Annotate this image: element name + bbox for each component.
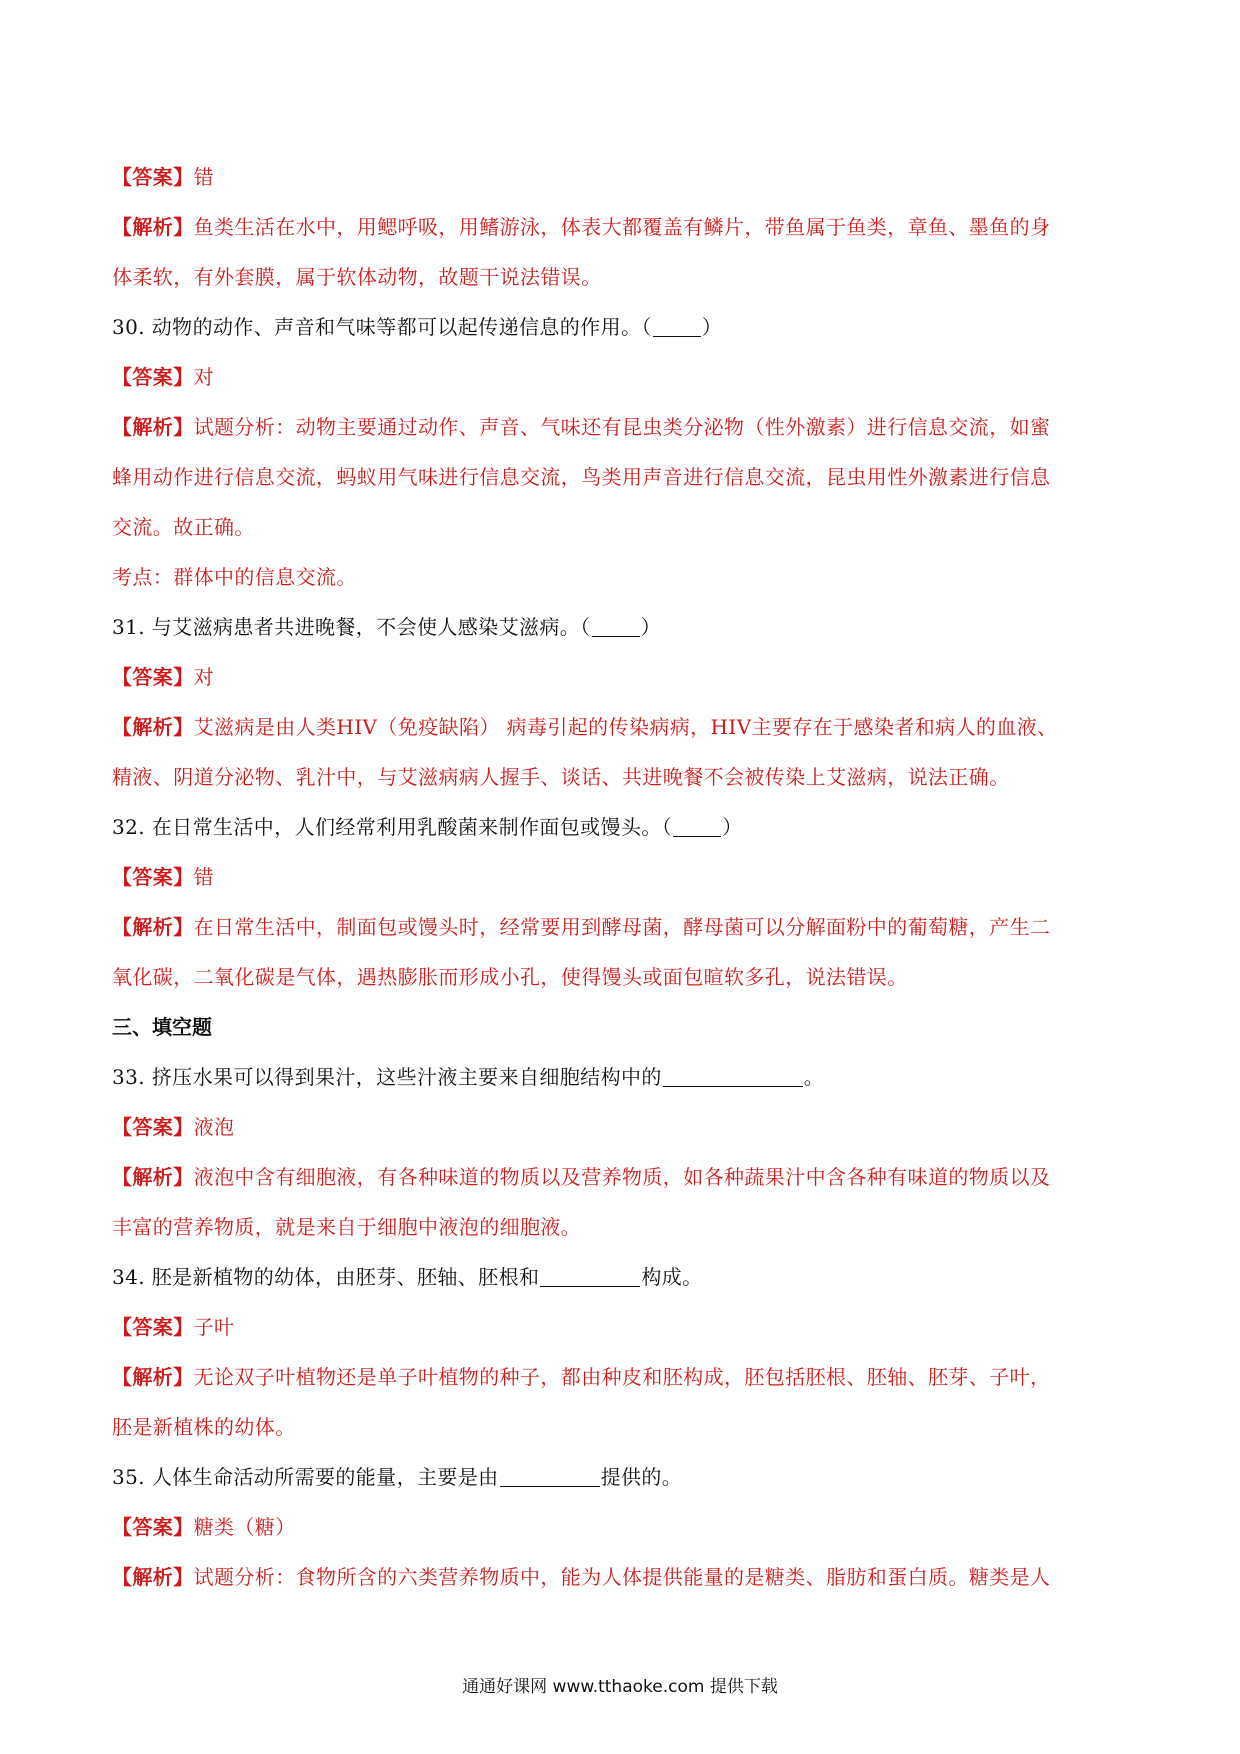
analysis-continuation: 蜂用动作进行信息交流，蚂蚁用气味进行信息交流，鸟类用声音进行信息交流，昆虫用性外激素进行信息 [112, 465, 1051, 489]
analysis-continuation: 体柔软，有外套膜，属于软体动物，故题干说法错误。 [112, 265, 602, 289]
analysis-label: 【解析】 [112, 715, 194, 739]
analysis-label: 【解析】 [112, 1565, 194, 1589]
analysis-label: 【解析】 [112, 915, 194, 939]
question-end: ） [640, 615, 661, 639]
answer-line [112, 1102, 1128, 1152]
analysis-text: 液泡中含有细胞液，有各种味道的物质以及营养物质，如各种蔬果汁中含各种有味道的物质以及 [193, 1165, 1051, 1189]
analysis-line [112, 202, 1128, 252]
page-footer: 通通好课网 www.tthaoke.com 提供下载 [462, 1677, 778, 1697]
answer-blank [653, 314, 701, 337]
question-end: 构成。 [641, 1265, 703, 1289]
analysis-line [112, 402, 1128, 452]
analysis-line [112, 1352, 1128, 1402]
question-33 [112, 1052, 1128, 1102]
analysis-continuation: 交流。故正确。 [112, 515, 255, 539]
answer-label: 【答案】 [112, 365, 194, 389]
answer-line [112, 1502, 1128, 1552]
question-text: 34. 胚是新植物的幼体，由胚芽、胚轴、胚根和 [112, 1265, 540, 1289]
analysis-label: 【解析】 [112, 415, 194, 439]
kaodian-line: 考点：群体中的信息交流。 [112, 565, 357, 589]
answer-line [112, 852, 1128, 902]
answer-text: 液泡 [193, 1115, 235, 1139]
analysis-continuation: 氧化碳，二氧化碳是气体，遇热膨胀而形成小孔，使得馒头或面包暄软多孔，说法错误。 [112, 965, 908, 989]
question-text: 31. 与艾滋病患者共进晚餐，不会使人感染艾滋病。（ [112, 615, 591, 639]
question-34 [112, 1252, 1128, 1302]
question-text: 35. 人体生命活动所需要的能量，主要是由 [112, 1465, 499, 1489]
analysis-text: 艾滋病是由人类HIV（免疫缺陷） 病毒引起的传染病病，HIV主要存在于感染者和病人的血液、 [193, 715, 1058, 739]
question-32 [112, 802, 1128, 852]
analysis-text: 无论双子叶植物还是单子叶植物的种子，都由种皮和胚构成，胚包括胚根、胚轴、胚芽、子叶， [193, 1365, 1051, 1389]
question-end: 。 [803, 1065, 825, 1089]
answer-text: 错 [193, 165, 215, 189]
answer-text: 错 [193, 865, 215, 889]
question-end: 提供的。 [600, 1465, 683, 1489]
question-text: 33. 挤压水果可以得到果汁，这些汁液主要来自细胞结构中的 [112, 1065, 662, 1089]
answer-blank [663, 1064, 803, 1087]
analysis-label: 【解析】 [112, 1365, 194, 1389]
answer-label: 【答案】 [112, 1515, 194, 1539]
analysis-text: 鱼类生活在水中，用鳃呼吸，用鳍游泳，体表大都覆盖有鳞片，带鱼属于鱼类，章鱼、墨鱼的身 [193, 215, 1051, 239]
document-body [112, 152, 1128, 1602]
analysis-text: 在日常生活中，制面包或馒头时，经常要用到酵母菌，酵母菌可以分解面粉中的葡萄糖，产生二 [193, 915, 1051, 939]
answer-label: 【答案】 [112, 865, 194, 889]
question-35 [112, 1452, 1128, 1502]
answer-label: 【答案】 [112, 1115, 194, 1139]
question-30 [112, 302, 1128, 352]
analysis-line [112, 1152, 1128, 1202]
answer-text: 对 [193, 365, 215, 389]
analysis-line [112, 902, 1128, 952]
question-end: ） [722, 815, 743, 839]
answer-line [112, 352, 1128, 402]
answer-blank [592, 614, 640, 637]
section-title: 三、填空题 [112, 1015, 212, 1039]
analysis-continuation: 胚是新植株的幼体。 [112, 1415, 296, 1439]
analysis-continuation: 精液、阴道分泌物、乳汁中，与艾滋病病人握手、谈话、共进晚餐不会被传染上艾滋病，说法正确。 [112, 765, 1010, 789]
answer-blank [673, 814, 721, 837]
analysis-label: 【解析】 [112, 1165, 194, 1189]
answer-blank [540, 1264, 640, 1287]
answer-line [112, 152, 1128, 202]
answer-label: 【答案】 [112, 665, 194, 689]
analysis-line [112, 702, 1128, 752]
question-text: 32. 在日常生活中，人们经常利用乳酸菌来制作面包或馒头。（ [112, 815, 673, 839]
question-31 [112, 602, 1128, 652]
answer-line [112, 652, 1128, 702]
answer-blank [500, 1464, 600, 1487]
answer-label: 【答案】 [112, 1315, 194, 1339]
answer-text: 糖类（糖） [193, 1515, 296, 1539]
analysis-continuation: 丰富的营养物质，就是来自于细胞中液泡的细胞液。 [112, 1215, 582, 1239]
answer-line [112, 1302, 1128, 1352]
answer-text: 对 [193, 665, 215, 689]
question-end: ） [701, 315, 723, 339]
analysis-text: 试题分析：动物主要通过动作、声音、气味还有昆虫类分泌物（性外激素）进行信息交流，如蜜 [193, 415, 1051, 439]
question-text: 30. 动物的动作、声音和气味等都可以起传递信息的作用。（ [112, 315, 652, 339]
answer-text: 子叶 [193, 1315, 235, 1339]
analysis-label: 【解析】 [112, 215, 194, 239]
analysis-line [112, 1552, 1128, 1602]
analysis-text: 试题分析：食物所含的六类营养物质中，能为人体提供能量的是糖类、脂肪和蛋白质。糖类是人 [193, 1565, 1051, 1589]
answer-label: 【答案】 [112, 165, 194, 189]
